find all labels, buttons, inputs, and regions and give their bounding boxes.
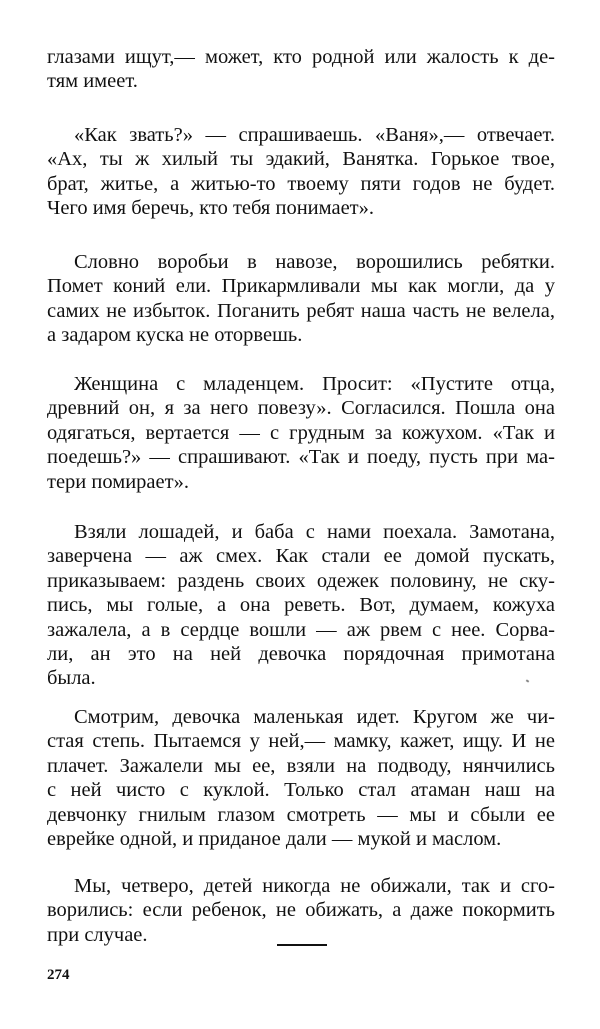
- text-line: Словно воробьи в навозе, ворошились ребятки.: [74, 251, 555, 273]
- text-line: древний он, я за него повезу». Согласился. Пошла она: [47, 397, 555, 420]
- paragraph: [47, 250, 555, 348]
- text-line: девчонку гнилым глазом смотреть — мы и сбыли ее: [47, 803, 555, 826]
- text-line: Взяли лошадей, и баба с нами поехала. Замотана,: [74, 521, 555, 543]
- text-line: тям имеет.: [47, 70, 138, 93]
- paragraph: [47, 123, 555, 221]
- text-line: «Ах, ты ж хилый ты эдакий, Ванятка. Горькое твое,: [47, 148, 555, 171]
- text-line: стая степь. Пытаемся у ней,— мамку, кажет, ищу. И не: [47, 730, 555, 753]
- text-line: приказываем: раздень своих одежек половину, не ску-: [47, 569, 555, 592]
- paragraph: [47, 372, 555, 494]
- section-divider: [277, 944, 327, 946]
- text-line: ли, ан это на ней девочка порядочная примотана: [47, 643, 555, 666]
- text-line: была.: [47, 667, 96, 690]
- text-line: плачет. Зажалели мы ее, взяли на подводу, нянчились: [47, 754, 555, 777]
- text-line: тери помирает».: [47, 470, 189, 493]
- paragraph: [47, 520, 555, 691]
- text-line: Женщина с младенцем. Просит: «Пустите отца,: [74, 373, 555, 395]
- text-line: брат, житье, а житью-то твоему пяти годов не будет.: [47, 172, 555, 195]
- paragraph: [47, 705, 555, 851]
- text-line: одягаться, вертается — с грудным за кожухом. «Так и: [47, 421, 555, 444]
- text-line: самих не избыток. Поганить ребят наша часть не велела,: [47, 299, 555, 322]
- text-line: при случае.: [47, 923, 148, 946]
- text-line: Чего имя беречь, кто тебя понимает».: [47, 197, 375, 220]
- page-number: 274: [47, 967, 70, 983]
- text-line: Помет коний ели. Прикармливали мы как могли, да у: [47, 275, 555, 298]
- text-line: а задаром куска не оторвешь.: [47, 324, 303, 347]
- text-line: поедешь?» — спрашивают. «Так и поеду, пусть при ма-: [47, 446, 555, 469]
- paragraph: [47, 874, 555, 947]
- text-line: зажалела, а в сердце вошли — аж рвем с нее. Сорва-: [47, 618, 555, 641]
- text-line: заверчена — аж смех. Как стали ее домой пускать,: [47, 545, 555, 568]
- paragraph: [47, 45, 555, 94]
- text-line: с ней чисто с куклой. Только стал атаман наш на: [47, 779, 555, 802]
- text-line: пись, мы голые, а она реветь. Вот, думаем, кожуха: [47, 594, 555, 617]
- text-line: Смотрим, девочка маленькая идет. Кругом же чи-: [74, 706, 555, 728]
- text-line: еврейке одной, и приданое дали — мукой и маслом.: [47, 828, 502, 851]
- text-line: глазами ищут,— может, кто родной или жалость к де-: [47, 46, 555, 68]
- text-line: Мы, четверо, детей никогда не обижали, так и сго-: [74, 875, 555, 897]
- text-line: «Как звать?» — спрашиваешь. «Ваня»,— отвечает.: [74, 124, 555, 146]
- text-line: ворились: если ребенок, не обижать, а даже покормить: [47, 899, 555, 922]
